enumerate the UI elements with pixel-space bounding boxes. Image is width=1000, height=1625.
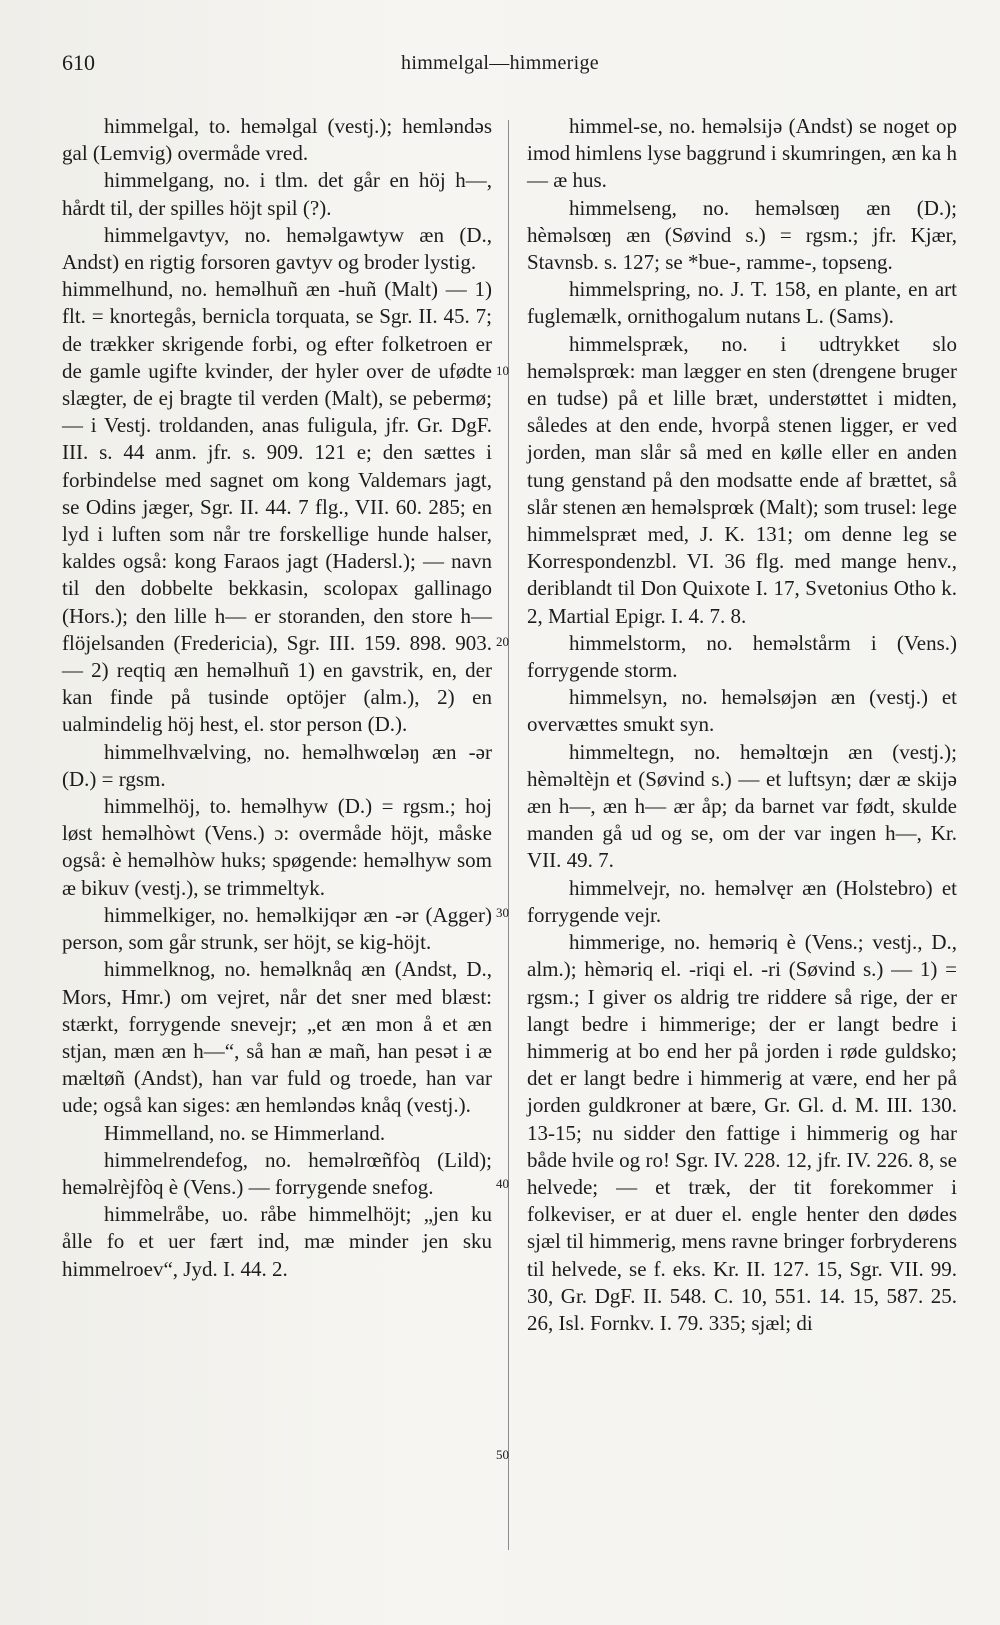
dictionary-entry: himmelkiger, no. hemәlkijqәr æn -әr (Agger) person, som går strunk, ser höjt, se kig-höjt. [62, 902, 492, 955]
dictionary-entry: himmelvejr, no. hemәlvęr æn (Holstebro) et forrygende vejr. [527, 875, 957, 927]
dictionary-entry: Himmelland, no. se Himmerland. [104, 1120, 386, 1145]
line-number-40: 40 [496, 1176, 509, 1191]
dictionary-entry: himmelgavtyv, no. hemәlgawtyw æn (D., Andst) en rigtig forsoren gavtyv og broder lystig. [62, 222, 492, 275]
line-number-20: 20 [496, 634, 509, 649]
page-number: 610 [62, 50, 95, 75]
dictionary-entry: himmelspring, no. J. T. 158, en plante, en art fuglemælk, ornithogalum nutans L. (Sams). [527, 277, 957, 329]
dictionary-entry: himmelhvælving, no. hemәlhwœlәŋ æn -әr (D.) = rgsm. [62, 739, 492, 791]
dictionary-entry: himmelgal, to. hemәlgal (vestj.); hemlәndәs gal (Lemvig) overmåde vred. [62, 114, 492, 166]
running-title: himmelgal—himmerige [401, 52, 599, 74]
dictionary-entry: himmelstorm, no. hemәlstårm i (Vens.) forrygende storm. [527, 630, 957, 683]
dictionary-entry: himmelgang, no. i tlm. det går en höj h—, hårdt til, der spilles höjt spil (?). [62, 168, 492, 220]
dictionary-entry: himmel-se, no. hemәlsijә (Andst) se noget op imod himlens lyse baggrund i skumringen, æn ka h— æ hus. [527, 114, 957, 193]
dictionary-entry: himmelsyn, no. hemәlsøjәn æn (vestj.) et overvættes smukt syn. [527, 685, 957, 737]
line-number-50: 50 [496, 1447, 509, 1462]
dictionary-entry: himmelhöj, to. hemәlhyw (D.) = rgsm.; hoj løst hemәlhòwt (Vens.) ɔ: overmåde höjt, måske også: è hemәlhòw huks; spøgende: hemәlhyw som æ bikuv (vestj.), se trimmeltyk. [62, 794, 492, 900]
line-number-30: 30 [496, 905, 509, 920]
dictionary-entry: himmelseng, no. hemәlsœŋ æn (D.); hèmәlsœŋ æn (Søvind s.) = rgsm.; jfr. Kjær, Stavnsb. s. 127; se *bue-, ramme-, topseng. [527, 195, 957, 275]
dictionary-entry: himmelhund, no. hemәlhuñ æn -huñ (Malt) — 1) flt. = knortegås, bernicla torquata, se Sgr. II. 45. 7; de trækker skrigende forbi, og efter folketroen er de gamle ugifte kvinder, der hyler over de ufødte slægter, de ej bragte til verden (Malt), se pebermø; — i Vestj. troldanden, anas fuligula, jfr. Gr. DgF. III. s. 44 anm. jfr. s. 909. 121 e; den sættes i forbindelse med sagnet om kong Valdemars jagt, se Odins jæger, Sgr. II. 44. 7 flg., VII. 60. 285; en lyd i luften som når tre forskellige hunde halser, kaldes også: kong Faraos jagt (Hadersl.); — navn til den dobbelte bekkasin, scolopax gallinago (Hors.); den lille h— er storanden, den store h— flöjelsanden (Fredericia), Sgr. III. 159. 898. 903. — 2) reqtiq æn hemәlhuñ 1) en gavstrik, en, der kan finde på tusinde optöjer (alm.), 2) en ualmindelig höj hest, el. stor person (D.). [62, 277, 492, 737]
dictionary-entry: himmerige, no. hemәriq è (Vens.; vestj., D., alm.); hèmәriq el. -riqi el. -ri (Søvind s.) — 1) = rgsm.; I giver os aldrig tre riddere så rige, der er langt bedre i himmerige; der er langt bedre i himmerig at bo end her på jorden i røde guldsko; det er langt bedre i himmerig at være, end her på jorden guldkroner at bære, Gr. Gl. d. M. III. 130. 13-15; nu sidder den fattige i himmerig og har både hvile og ro! Sgr. IV. 228. 12, jfr. IV. 226. 8, se helvede; — et træk, der tit forekommer i folkeviser, er at duer el. engle henter den dødes sjæl til himmerig, mens ravne bringer forbryderens til helvede, se f. eks. Kr. II. 127. 15, Sgr. VII. 99. 30, Gr. DgF. II. 548. C. 10, 551. 14. 15, 587. 25. 26, Isl. Fornkv. I. 79. 335; sjæl; di [527, 930, 957, 1335]
right-column [527, 113, 957, 1337]
column-rule [508, 120, 509, 1550]
dictionary-entry: himmelspræk, no. i udtrykket slo hemәlsprœk: man lægger en sten (drengene bruger en tudse) på et lille bræt, understøttet i midten, således at den ende, hvorpå stenen ligger, er ved jorden, man slår så med en kølle eller en anden tung genstand på den modsatte ende af brættet, så slår stenen æn hemәlsprœk (Malt); som trusel: lege himmelspræt med, J. K. 131; om denne leg se Korrespondenzbl. VI. 36 flg. med mange henv., deriblandt til Don Quixote I. 17, Svetonius Otho k. 2, Martial Epigr. I. 4. 7. 8. [527, 331, 957, 628]
dictionary-entry: himmelknog, no. hemәlknåq æn (Andst, D., Mors, Hmr.) om vejret, når det sner med blæst: stærkt, forrygende snevejr; „et æn mon å et æn stjan, mæn æn h—“, så han æ mañ, han pesәt i æ mæltøñ (Andst), han var fuld og troede, han var ude; også kan siges: æn hemlәndәs knåq (vestj.). [62, 957, 492, 1118]
dictionary-entry: himmelrendefog, no. hemәlrœñfòq (Lild); hemәlrèjfòq è (Vens.) — forrygende snefog. [62, 1147, 492, 1199]
left-column [62, 113, 492, 1283]
line-number-10: 10 [496, 363, 509, 378]
dictionary-entry: himmelråbe, uo. råbe himmelhöjt; „jen ku ålle fo et uer fært ind, mæ minder jen sku himmelroev“, Jyd. I. 44. 2. [62, 1202, 492, 1281]
dictionary-entry: himmeltegn, no. hemәltœjn æn (vestj.); hèmәltèjn et (Søvind s.) — et luftsyn; dær æ skijә æn h—, æn h— ær åp; da barnet var født, skulde manden gå ud og se, om der var ingen h—, Kr. VII. 49. 7. [527, 739, 957, 873]
